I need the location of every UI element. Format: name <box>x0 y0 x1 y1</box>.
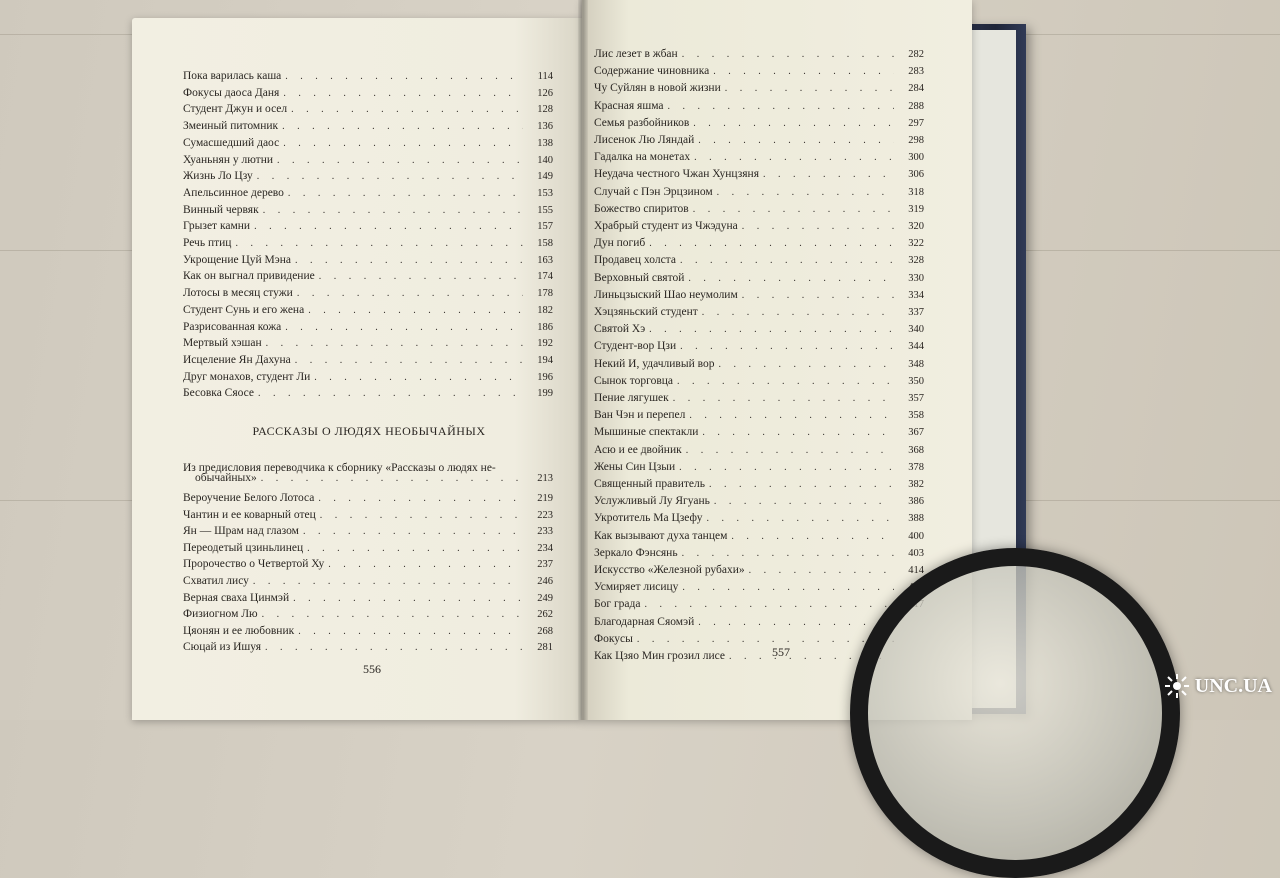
toc-title: Лисенок Лю Ляндай <box>594 134 695 146</box>
toc-leader <box>680 255 894 266</box>
toc-leader <box>254 221 523 232</box>
toc-row <box>594 285 924 301</box>
toc-title: Фокусы даоса Даня <box>183 86 280 99</box>
toc-leader <box>677 376 894 387</box>
toc-leader <box>689 410 894 421</box>
toc-title: Укрощение Цуй Мэна <box>183 253 291 266</box>
toc-leader <box>698 617 894 628</box>
toc-page-number: 368 <box>908 444 924 456</box>
toc-row <box>594 526 924 542</box>
toc-leader <box>682 582 894 593</box>
toc-row <box>183 554 553 570</box>
toc-page-number: 219 <box>537 493 553 504</box>
toc-row <box>183 116 553 132</box>
toc-page-number: 357 <box>908 393 924 404</box>
toc-leader <box>235 238 523 249</box>
toc-row <box>183 383 553 399</box>
toc-row <box>594 319 924 335</box>
toc-row <box>183 133 553 149</box>
toc-row <box>594 560 924 576</box>
toc-row <box>183 166 553 182</box>
toc-page-number: 223 <box>537 509 553 521</box>
toc-row <box>594 233 924 249</box>
toc-leader <box>742 221 894 232</box>
toc-title: Лотосы в месяц стужи <box>183 287 293 300</box>
toc-title: Некий И, удачливый вор <box>594 357 715 370</box>
toc-title: Семья разбойников <box>594 116 690 129</box>
toc-page-number: 340 <box>908 324 924 336</box>
toc-row <box>594 371 924 387</box>
toc-leader <box>706 513 894 524</box>
toc-row <box>183 266 553 282</box>
toc-title: Услужливый Лу Ягуань <box>594 495 710 508</box>
toc-page-number: 281 <box>537 642 553 654</box>
toc-row <box>183 99 553 115</box>
toc-title: Как Цзяо Мин грозил лисе <box>594 650 726 662</box>
toc-leader <box>702 427 894 438</box>
toc-title: Хэцзяньский студент <box>594 306 698 318</box>
toc-page-number: 182 <box>537 304 553 316</box>
toc-page-number: 136 <box>537 121 553 133</box>
section-heading: РАССКАЗЫ О ЛЮДЯХ НЕОБЫЧАЙНЫХ <box>252 424 486 438</box>
toc-leader <box>320 510 523 521</box>
toc-leader <box>285 322 523 333</box>
toc-page-number: 194 <box>537 354 553 366</box>
toc-page-number: 196 <box>537 371 553 383</box>
toc-page-number: 140 <box>537 154 553 166</box>
toc-page-number: 414 <box>908 565 924 576</box>
toc-page-number: 233 <box>537 526 553 538</box>
toc-title: Жизнь Ло Цзу <box>183 170 253 183</box>
toc-row <box>183 183 553 199</box>
toc-row <box>594 164 924 180</box>
toc-leader <box>261 473 523 484</box>
toc-title: Цяонян и ее любовник <box>183 624 295 637</box>
toc-page-number: 320 <box>908 221 924 232</box>
toc-page-number: 350 <box>908 375 924 387</box>
toc-title: Усмиряет лисицу <box>594 581 679 594</box>
toc-row <box>183 571 553 587</box>
toc-row <box>594 147 924 163</box>
toc-row <box>183 66 553 82</box>
toc-row <box>183 350 553 366</box>
book-gutter <box>578 0 588 720</box>
toc-row <box>183 637 553 653</box>
toc-title: Как он выгнал привидение <box>183 270 315 283</box>
toc-title: Асю и ее двойник <box>594 443 682 456</box>
preface-entry-line1: Из предисловия переводчика к сборнику «Рассказы о людях не- <box>183 462 496 474</box>
toc-leader <box>709 479 894 490</box>
toc-page-number: 328 <box>908 255 924 267</box>
toc-leader <box>263 205 523 216</box>
toc-page-number: 300 <box>908 152 924 164</box>
toc-title: Сынок торговца <box>594 374 674 387</box>
toc-page-number: 306 <box>908 169 924 181</box>
toc-leader <box>644 599 894 610</box>
toc-page-number: 378 <box>908 461 924 473</box>
toc-title: Сюцай из Ишуя <box>183 641 262 654</box>
toc-page-number: 234 <box>537 542 553 554</box>
toc-title: Студент Джун и осел <box>183 103 288 116</box>
toc-row <box>183 317 553 333</box>
toc-leader <box>277 155 523 166</box>
toc-title: Переодетый цзиньлинец <box>183 541 304 554</box>
toc-row <box>183 300 553 316</box>
toc-page-number: 283 <box>908 66 924 78</box>
toc-leader <box>308 305 523 316</box>
toc-title: Красная яшма <box>594 99 664 112</box>
toc-title: Пророчество о Четвертой Ху <box>183 558 325 571</box>
toc-leader <box>319 271 523 282</box>
toc-leader <box>283 138 523 149</box>
toc-title: Укротитель Ма Цзефу <box>594 512 703 525</box>
watermark-text: UNC.UA <box>1194 674 1272 697</box>
toc-leader <box>265 642 523 653</box>
toc-row <box>594 491 924 507</box>
toc-page-number: 237 <box>537 559 553 571</box>
toc-page-number: 157 <box>537 221 553 233</box>
toc-title: Чу Суйлян в новой жизни <box>594 82 721 95</box>
toc-leader <box>682 49 894 60</box>
toc-title: Верная сваха Цинмэй <box>183 591 290 604</box>
toc-leader <box>649 324 894 335</box>
toc-page-number: 334 <box>908 289 924 301</box>
toc-title: Друг монахов, студент Ли <box>183 370 311 383</box>
toc-row <box>594 543 924 559</box>
toc-title: Бесовка Сяосе <box>183 387 255 400</box>
toc-page-number: 297 <box>908 117 924 129</box>
toc-row <box>594 388 924 404</box>
toc-title: Студент-вор Цзи <box>594 340 677 353</box>
toc-row <box>183 283 553 299</box>
toc-title: Линьцзыский Шао неумолим <box>594 288 738 301</box>
toc-title: Зеркало Фэнсянь <box>594 546 678 559</box>
toc-title: Божество спиритов <box>594 202 689 215</box>
toc-leader <box>295 255 523 266</box>
toc-title: Пока варилась каша <box>183 70 282 82</box>
toc-page-number: 262 <box>537 609 553 621</box>
toc-leader <box>763 169 894 180</box>
toc-leader <box>328 559 523 570</box>
toc-row <box>594 130 924 146</box>
toc-row <box>594 508 924 524</box>
toc-row <box>183 604 553 620</box>
toc-row <box>594 336 924 352</box>
toc-row <box>594 422 924 438</box>
toc-title: Дун погиб <box>594 237 646 250</box>
toc-row <box>183 250 553 266</box>
toc-leader <box>307 543 523 554</box>
toc-leader <box>288 188 523 199</box>
toc-leader <box>693 118 894 129</box>
toc-leader <box>298 626 523 637</box>
toc-title: Винный червяк <box>183 203 259 216</box>
toc-leader <box>680 341 894 352</box>
toc-page-number: 298 <box>908 135 924 146</box>
toc-leader <box>668 101 895 112</box>
toc-title: Неудача честного Чжан Хунцзяня <box>594 168 759 181</box>
toc-leader <box>682 548 894 559</box>
toc-leader <box>285 71 523 82</box>
toc-row <box>183 488 553 504</box>
toc-row <box>183 505 553 521</box>
toc-row <box>183 588 553 604</box>
toc-leader <box>688 273 894 284</box>
toc-row <box>594 594 924 610</box>
toc-title: обычайных» <box>195 472 257 484</box>
toc-row <box>183 367 553 383</box>
toc-title: Змеиный питомник <box>183 120 279 133</box>
toc-title: Студент Сунь и его жена <box>183 303 305 316</box>
toc-row <box>183 233 553 249</box>
toc-row <box>183 468 553 484</box>
toc-leader <box>649 238 894 249</box>
toc-page-number: 344 <box>908 341 924 353</box>
toc-row <box>183 216 553 232</box>
page-number-left: 556 <box>363 662 381 676</box>
toc-row <box>183 621 553 637</box>
toc-page-number: 348 <box>908 358 924 370</box>
toc-page-number: 330 <box>908 272 924 284</box>
toc-title: Лис лезет в жбан <box>594 48 678 60</box>
toc-row <box>594 61 924 77</box>
toc-title: Бог града <box>594 598 641 611</box>
toc-page-number: 403 <box>908 547 924 559</box>
toc-leader <box>717 187 894 198</box>
toc-row <box>594 199 924 215</box>
toc-page-number: 382 <box>908 479 924 490</box>
toc-row <box>594 354 924 370</box>
toc-title: Исцеление Ян Дахуна <box>183 353 291 366</box>
toc-title: Святой Хэ <box>594 323 646 336</box>
toc-title: Содержание чиновника <box>594 65 710 78</box>
toc-leader <box>282 121 523 132</box>
toc-row <box>594 577 924 593</box>
toc-title: Хуаньнян у лютни <box>183 153 274 166</box>
toc-leader <box>257 171 523 182</box>
toc-title: Сумасшедший даос <box>183 136 280 149</box>
toc-leader <box>742 290 894 301</box>
toc-page-number: 388 <box>908 513 924 525</box>
toc-leader <box>258 388 523 399</box>
toc-row <box>594 268 924 284</box>
toc-leader <box>291 104 523 115</box>
toc-title: Апельсинное дерево <box>183 186 284 199</box>
toc-page-number: 192 <box>537 338 553 350</box>
toc-title: Схватил лису <box>183 575 249 587</box>
toc-page-number: 213 <box>537 473 553 484</box>
toc-leader <box>694 152 894 163</box>
toc-row <box>594 440 924 456</box>
toc-leader <box>253 576 523 587</box>
toc-row <box>183 150 553 166</box>
toc-row <box>594 405 924 421</box>
toc-row <box>594 96 924 112</box>
sun-logo-icon <box>1163 672 1191 700</box>
toc-page-number: 337 <box>908 307 924 318</box>
toc-row <box>594 78 924 94</box>
toc-page-number: 318 <box>908 186 924 198</box>
toc-leader <box>749 565 894 576</box>
toc-page-number: 155 <box>537 204 553 216</box>
toc-page-number: 249 <box>537 592 553 604</box>
toc-title: Физиогном Лю <box>183 608 258 621</box>
toc-page-number: 386 <box>908 496 924 508</box>
toc-page-number: 178 <box>537 288 553 300</box>
toc-title: Мертвый хэшан <box>183 337 262 350</box>
toc-row <box>594 216 924 232</box>
toc-leader <box>297 288 523 299</box>
toc-row <box>183 83 553 99</box>
toc-leader <box>714 496 894 507</box>
toc-page-number: 163 <box>537 254 553 266</box>
toc-leader <box>698 135 894 146</box>
toc-title: Грызет камни <box>183 220 251 233</box>
toc-row <box>594 474 924 490</box>
toc-leader <box>718 359 894 370</box>
toc-page-number: 246 <box>537 576 553 587</box>
toc-leader <box>713 66 894 77</box>
toc-leader <box>679 462 894 473</box>
toc-page-number: 288 <box>908 100 924 112</box>
toc-title: Разрисованная кожа <box>183 320 282 333</box>
toc-page-number: 367 <box>908 427 924 439</box>
toc-title: Ян — Шрам над глазом <box>183 525 299 538</box>
toc-leader <box>303 526 523 537</box>
toc-title: Как вызывают духа танцем <box>594 529 728 542</box>
toc-leader <box>266 338 523 349</box>
toc-page-number: 149 <box>537 171 553 183</box>
toc-leader <box>283 88 523 99</box>
toc-title: Пение лягушек <box>594 392 669 404</box>
toc-row <box>594 182 924 198</box>
toc-leader <box>686 445 894 456</box>
toc-row <box>594 250 924 266</box>
toc-leader <box>637 634 894 645</box>
toc-title: Чантин и ее коварный отец <box>183 508 316 521</box>
toc-page-number: 400 <box>908 530 924 542</box>
toc-row <box>594 457 924 473</box>
toc-page-number: 186 <box>537 321 553 333</box>
toc-page-number: 319 <box>908 203 924 215</box>
toc-title: Жены Син Цзыи <box>594 460 676 473</box>
toc-row <box>183 538 553 554</box>
toc-row <box>183 333 553 349</box>
toc-page-number: 358 <box>908 410 924 422</box>
toc-leader <box>731 531 894 542</box>
toc-row <box>594 44 924 60</box>
toc-page-number: 126 <box>537 87 553 99</box>
toc-page-number: 114 <box>537 71 553 82</box>
toc-leader <box>318 493 523 504</box>
toc-leader <box>293 593 523 604</box>
toc-title: Ван Чэн и перепел <box>594 409 686 422</box>
toc-row <box>183 521 553 537</box>
toc-page-number: 199 <box>537 388 553 400</box>
toc-leader <box>295 355 523 366</box>
toc-leader <box>262 609 523 620</box>
toc-title: Вероучение Белого Лотоса <box>183 492 315 504</box>
page-number-right: 557 <box>772 645 790 659</box>
toc-row <box>183 200 553 216</box>
toc-title: Гадалка на монетах <box>594 151 691 164</box>
toc-page-number: 174 <box>537 271 553 283</box>
toc-page-number: 128 <box>537 104 553 116</box>
toc-page-number: 322 <box>908 238 924 250</box>
toc-title: Мышиные спектакли <box>594 426 699 439</box>
toc-title: Священный правитель <box>594 478 705 490</box>
toc-leader <box>725 83 894 94</box>
toc-row <box>594 302 924 318</box>
toc-title: Искусство «Железной рубахи» <box>594 564 745 576</box>
toc-title: Продавец холста <box>594 254 676 267</box>
toc-title: Храбрый студент из Чжэдуна <box>594 220 738 232</box>
toc-leader <box>673 393 894 404</box>
toc-title: Благодарная Сяомэй <box>594 615 695 628</box>
toc-title: Фокусы <box>594 632 633 645</box>
toc-row <box>594 113 924 129</box>
toc-title: Верховный святой <box>594 271 685 284</box>
toc-page-number: 284 <box>908 83 924 95</box>
toc-leader <box>314 372 523 383</box>
toc-title: Речь птиц <box>183 237 232 249</box>
toc-page-number: 153 <box>537 187 553 199</box>
toc-leader <box>693 204 894 215</box>
toc-leader <box>702 307 894 318</box>
toc-title: Случай с Пэн Эрцзином <box>594 185 713 198</box>
toc-page-number: 158 <box>537 238 553 249</box>
magnifying-glass <box>850 548 1180 878</box>
toc-page-number: 282 <box>908 49 924 60</box>
toc-page-number: 268 <box>537 625 553 637</box>
toc-page-number: 138 <box>537 137 553 149</box>
watermark <box>1163 672 1272 700</box>
